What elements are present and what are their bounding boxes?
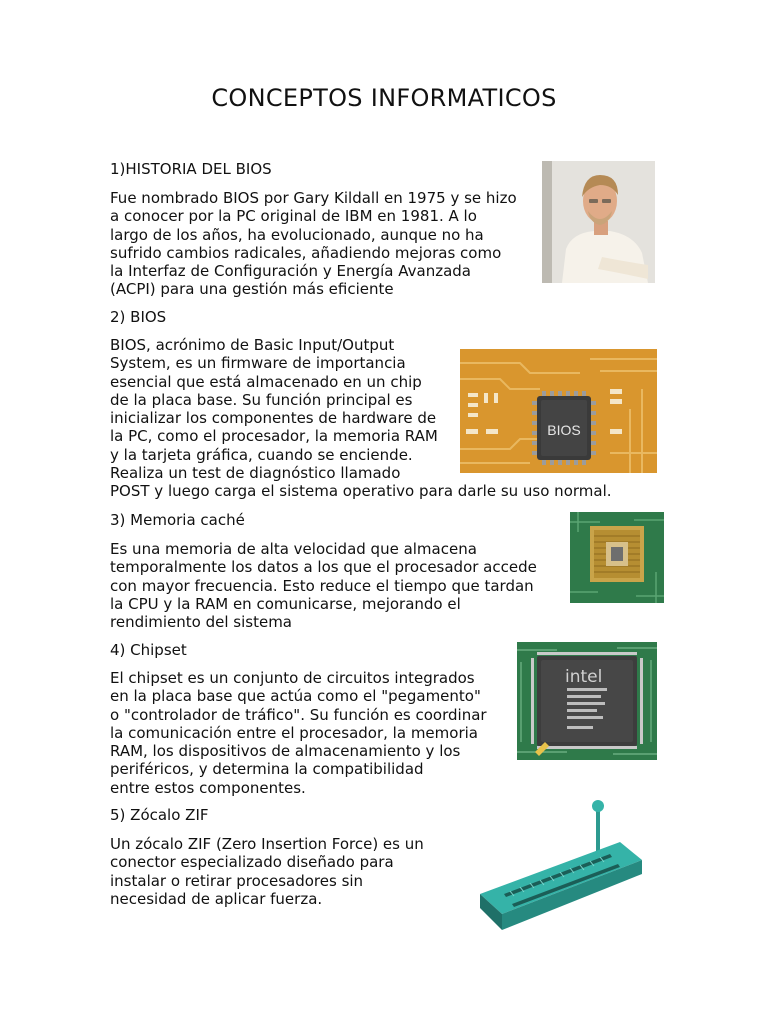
section-2-paragraph: BIOS, acrónimo de Basic Input/Output System, es un firmware de importancia esencial que está almacenado en un chip de la placa base. Su función principal es inicializar los componentes de hardware de la PC, como el procesador, la memoria RAM y la tarjeta gráfica, cuando se enciende. Realiza un test de diagnóstico llamado POST y luego carga el sistema operativo para darle su uso normal.: [110, 336, 612, 501]
zif-socket-photo: [460, 790, 656, 956]
section-5-paragraph: Un zócalo ZIF (Zero Insertion Force) es un conector especializado diseñado para instalar o retirar procesadores sin necesidad de aplicar fuerza.: [110, 835, 424, 908]
bios-chip-label: BIOS: [547, 422, 581, 438]
section-4-heading: 4) Chipset: [110, 641, 187, 659]
section-1-paragraph: Fue nombrado BIOS por Gary Kildall en 1975 y se hizo a conocer por la PC original de IBM en 1981. A lo largo de los años, ha evolucionado, aunque no ha sufrido cambios radicales, añadiendo mejoras como la Interfaz de Configuración y Energía Avanzada (ACPI) para una gestión más eficiente: [110, 189, 517, 299]
cache-memory-photo: [570, 512, 664, 603]
page-title: CONCEPTOS INFORMATICOS: [211, 84, 557, 112]
intel-chipset-photo: [517, 642, 657, 760]
section-1-heading: 1)HISTORIA DEL BIOS: [110, 160, 272, 178]
section-5-heading: 5) Zócalo ZIF: [110, 806, 209, 824]
section-2-heading: 2) BIOS: [110, 308, 167, 326]
section-3-heading: 3) Memoria caché: [110, 511, 245, 529]
gary-kildall-photo: [542, 161, 655, 283]
bios-chip-photo: [460, 349, 657, 473]
section-3-paragraph: Es una memoria de alta velocidad que almacena temporalmente los datos a los que el procesador accede con mayor frecuencia. Esto reduce el tiempo que tardan la CPU y la RAM en comunicarse, mejorando el rendimiento del sistema: [110, 540, 537, 632]
section-4-paragraph: El chipset es un conjunto de circuitos integrados en la placa base que actúa como el "pegamento" o "controlador de tráfico". Su función es coordinar la comunicación entre el procesador, la memoria RAM, los dispositivos de almacenamiento y los periféricos, y determina la compatibilidad entre estos componentes.: [110, 669, 487, 797]
intel-logo-text: intel: [565, 667, 603, 687]
